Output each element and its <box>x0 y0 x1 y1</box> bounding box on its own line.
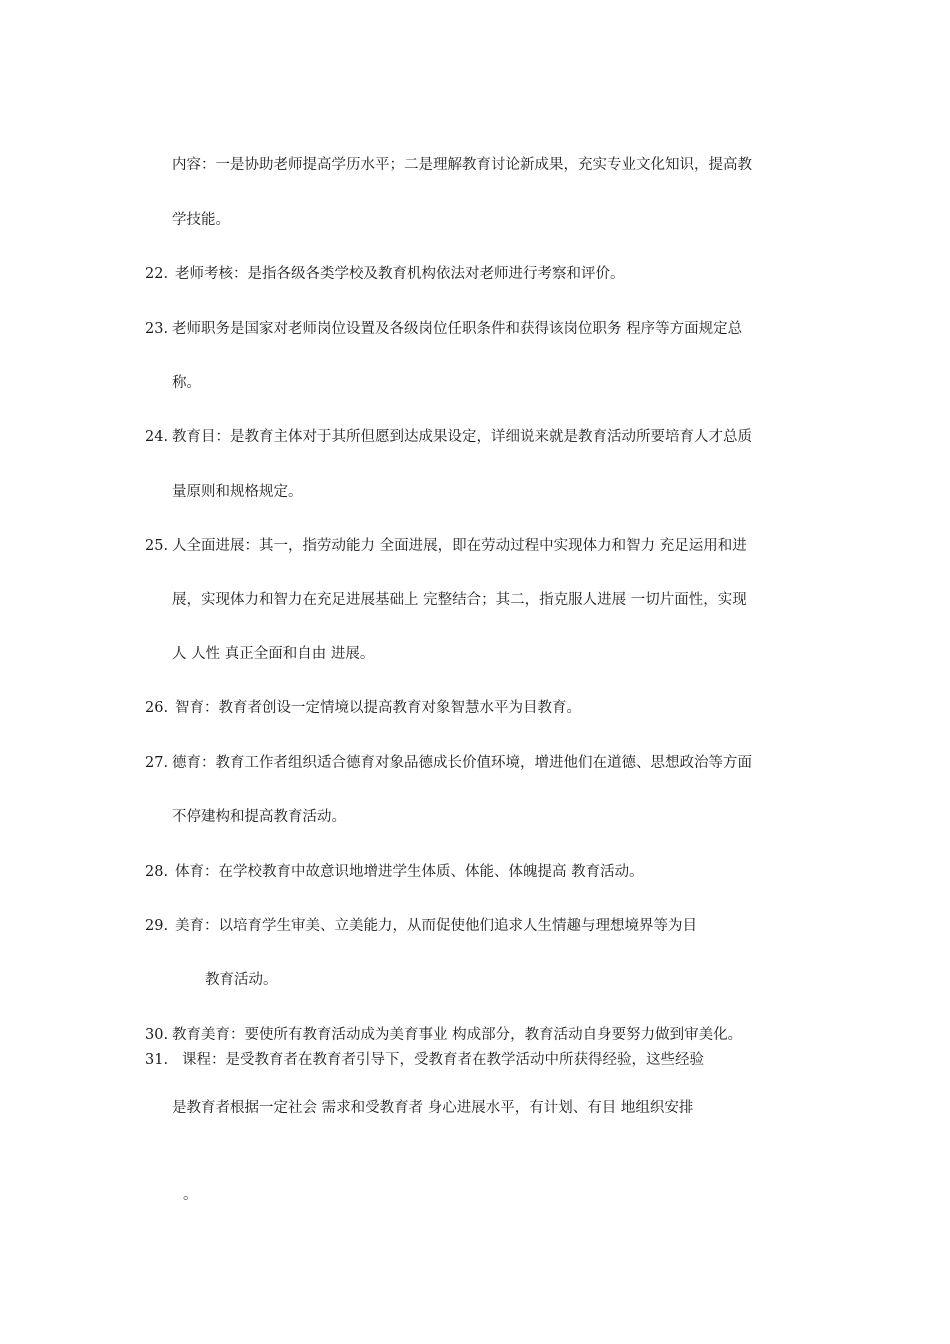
text-line: 教育美育：要使所有教育活动成为美育事业 构成部分，教育活动自身要努力做到审美化。 <box>172 1027 743 1043</box>
text-line: 。 <box>183 1187 198 1203</box>
text-line: 课程：是受教育者在教育者引导下，受教育者在教学活动中所获得经验，这些经验 <box>182 1052 704 1068</box>
item-number: 29. <box>145 918 169 934</box>
list-item <box>145 862 168 882</box>
text-line: 智育：教育者创设一定情境以提高教育对象智慧水平为目教育。 <box>175 700 581 716</box>
text-line: 教育活动。 <box>205 972 278 988</box>
text-line: 教育目：是教育主体对于其所但愿到达成果设定，详细说来就是教育活动所要培育人才总质 <box>172 429 752 445</box>
text-line: 展，实现体力和智力在充足进展基础上 完整结合；其二，指克服人进展 一切片面性，实现 <box>172 592 747 608</box>
text-line: 人 人性 真正全面和自由 进展。 <box>172 646 375 662</box>
item-number: 30. <box>145 1027 169 1043</box>
list-item <box>145 753 168 773</box>
text-line: 老师考核：是指各级各类学校及教育机构依法对老师进行考察和评价。 <box>175 266 625 282</box>
list-item <box>145 427 168 447</box>
item-number: 28. <box>145 864 169 880</box>
item-number: 23. <box>145 321 169 337</box>
text-line: 内容：一是协助老师提高学历水平；二是理解教育讨论新成果，充实专业文化知识，提高教 <box>172 157 752 173</box>
list-item <box>145 1025 168 1045</box>
list-item <box>145 319 168 339</box>
text-line: 人全面进展：其一，指劳动能力 全面进展，即在劳动过程中实现体力和智力 充足运用和进 <box>172 538 747 554</box>
item-number: 25. <box>145 538 169 554</box>
text-line: 学技能。 <box>172 212 230 228</box>
list-item <box>145 698 168 718</box>
item-number: 26. <box>145 700 169 716</box>
item-number: 31. <box>145 1052 169 1068</box>
text-line: 德育：教育工作者组织适合德育对象品德成长价值环境，增进他们在道德、思想政治等方面 <box>172 755 752 771</box>
item-number: 27. <box>145 755 169 771</box>
item-number: 22. <box>145 266 169 282</box>
text-line: 老师职务是国家对老师岗位设置及各级岗位任职条件和获得该岗位职务 程序等方面规定总 <box>172 321 743 337</box>
list-item <box>145 264 168 284</box>
list-item <box>145 1050 168 1070</box>
text-line: 是教育者根据一定社会 需求和受教育者 身心进展水平，有计划、有目 地组织安排 <box>172 1100 694 1116</box>
text-line: 称。 <box>172 375 201 391</box>
text-line: 体育：在学校教育中故意识地增进学生体质、体能、体魄提高 教育活动。 <box>175 864 644 880</box>
text-line: 不停建构和提高教育活动。 <box>172 809 346 825</box>
text-line: 美育：以培育学生审美、立美能力，从而促使他们追求人生情趣与理想境界等为目 <box>175 918 697 934</box>
text-line: 量原则和规格规定。 <box>172 484 303 500</box>
list-item <box>145 536 168 556</box>
item-number: 24. <box>145 429 169 445</box>
list-item <box>145 916 168 936</box>
